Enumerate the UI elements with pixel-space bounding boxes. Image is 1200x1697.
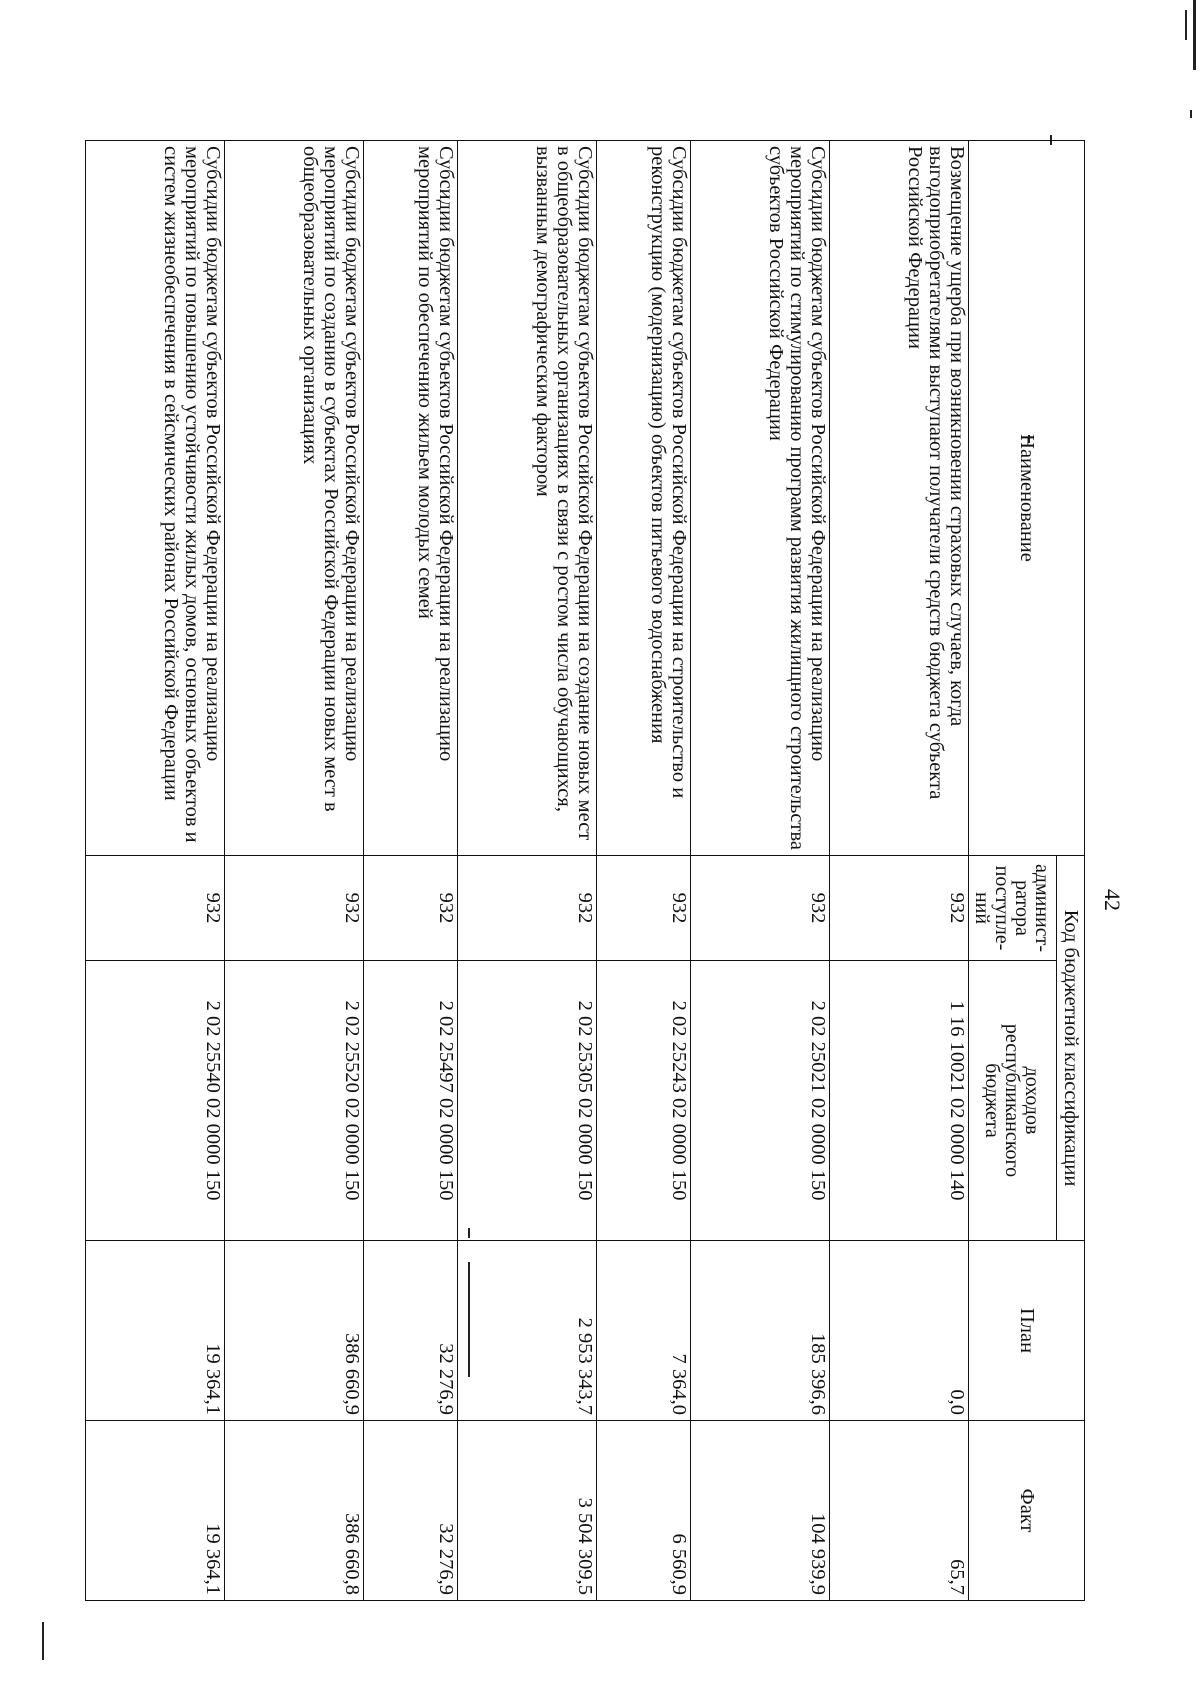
- row-fact-cell: 6 560,9: [596, 1421, 691, 1601]
- row-plan-cell: 2 953 343,7: [458, 1241, 597, 1421]
- row-admin-code-cell: 932: [691, 856, 830, 961]
- row-plan-cell: 7 364,0: [596, 1241, 691, 1421]
- row-plan-cell: 185 396,6: [691, 1241, 830, 1421]
- row-name-cell: Субсидии бюджетам субъектов Российской Федерации на реализацию мероприятий по повышению устойчивости жилых домов, основных объектов и систем жизнеобеспечения в сейсмических районах Российской Федерации: [86, 141, 225, 856]
- header-plan: План: [969, 1241, 1085, 1421]
- table-row: [596, 141, 691, 1601]
- row-income-code-cell: 2 02 25497 02 0000 150: [363, 961, 458, 1241]
- row-name-cell: Субсидии бюджетам субъектов Российской Федерации на реализацию мероприятий по стимулированию программ развития жилищного строительства субъектов Российской Федерации: [691, 141, 830, 856]
- table-row: [830, 141, 969, 1601]
- row-income-code-cell: 2 02 25021 02 0000 150: [691, 961, 830, 1241]
- row-fact-cell: 3 504 309,5: [458, 1421, 597, 1601]
- table-row: [86, 141, 225, 1601]
- row-fact-cell: 65,7: [830, 1421, 969, 1601]
- row-income-code-cell: 2 02 25540 02 0000 150: [86, 961, 225, 1241]
- row-name-cell: Субсидии бюджетам субъектов Российской Федерации на реализацию мероприятий по обеспечению жильем молодых семей: [363, 141, 458, 856]
- row-plan-cell: 0,0: [830, 1241, 969, 1421]
- row-fact-cell: 386 660,8: [224, 1421, 363, 1601]
- table-row: [458, 141, 597, 1601]
- header-code-group: Код бюджетной классификации: [1057, 856, 1085, 1241]
- row-admin-code-cell: 932: [458, 856, 597, 961]
- table-row: [363, 141, 458, 1601]
- row-income-code-cell: 2 02 25305 02 0000 150: [458, 961, 597, 1241]
- row-name-cell: Субсидии бюджетам субъектов Российской Федерации на строительство и реконструкцию (модернизацию) объектов питьевого водоснабжения: [596, 141, 691, 856]
- page-number: 42: [1100, 889, 1125, 911]
- row-plan-cell: 386 660,9: [224, 1241, 363, 1421]
- row-admin-code-cell: 932: [86, 856, 225, 961]
- row-name-cell: Субсидии бюджетам субъектов Российской Федерации на создание новых мест в общеобразовательных организациях в связи с ростом числа обучающихся, вызванным демографическим фактором: [458, 141, 597, 856]
- row-plan-cell: 19 364,1: [86, 1241, 225, 1421]
- table-row: [224, 141, 363, 1601]
- row-admin-code-cell: 932: [224, 856, 363, 961]
- row-admin-code-cell: 932: [596, 856, 691, 961]
- row-plan-cell: 32 276,9: [363, 1241, 458, 1421]
- header-name: Наименование: [969, 141, 1085, 856]
- header-income: доходов республиканского бюджета: [969, 961, 1057, 1241]
- row-admin-code-cell: 932: [363, 856, 458, 961]
- row-admin-code-cell: 932: [830, 856, 969, 961]
- row-fact-cell: 32 276,9: [363, 1421, 458, 1601]
- header-fact: Факт: [969, 1421, 1085, 1601]
- row-name-cell: Возмещение ущерба при возникновении страховых случаев, когда выгодоприобретателями выступают получатели средств бюджета субъекта Российской Федерации: [830, 141, 969, 856]
- budget-income-table: [85, 140, 1085, 1601]
- row-income-code-cell: 2 02 25520 02 0000 150: [224, 961, 363, 1241]
- header-admin: админист- ратора поступле- ний: [969, 856, 1057, 961]
- row-name-cell: Субсидии бюджетам субъектов Российской Федерации на реализацию мероприятий по созданию в субъектах Российской Федерации новых мест в общеобразовательных организациях: [224, 141, 363, 856]
- row-fact-cell: 104 939,9: [691, 1421, 830, 1601]
- row-income-code-cell: 1 16 10021 02 0000 140: [830, 961, 969, 1241]
- table-row: [691, 141, 830, 1601]
- row-fact-cell: 19 364,1: [86, 1421, 225, 1601]
- row-income-code-cell: 2 02 25243 02 0000 150: [596, 961, 691, 1241]
